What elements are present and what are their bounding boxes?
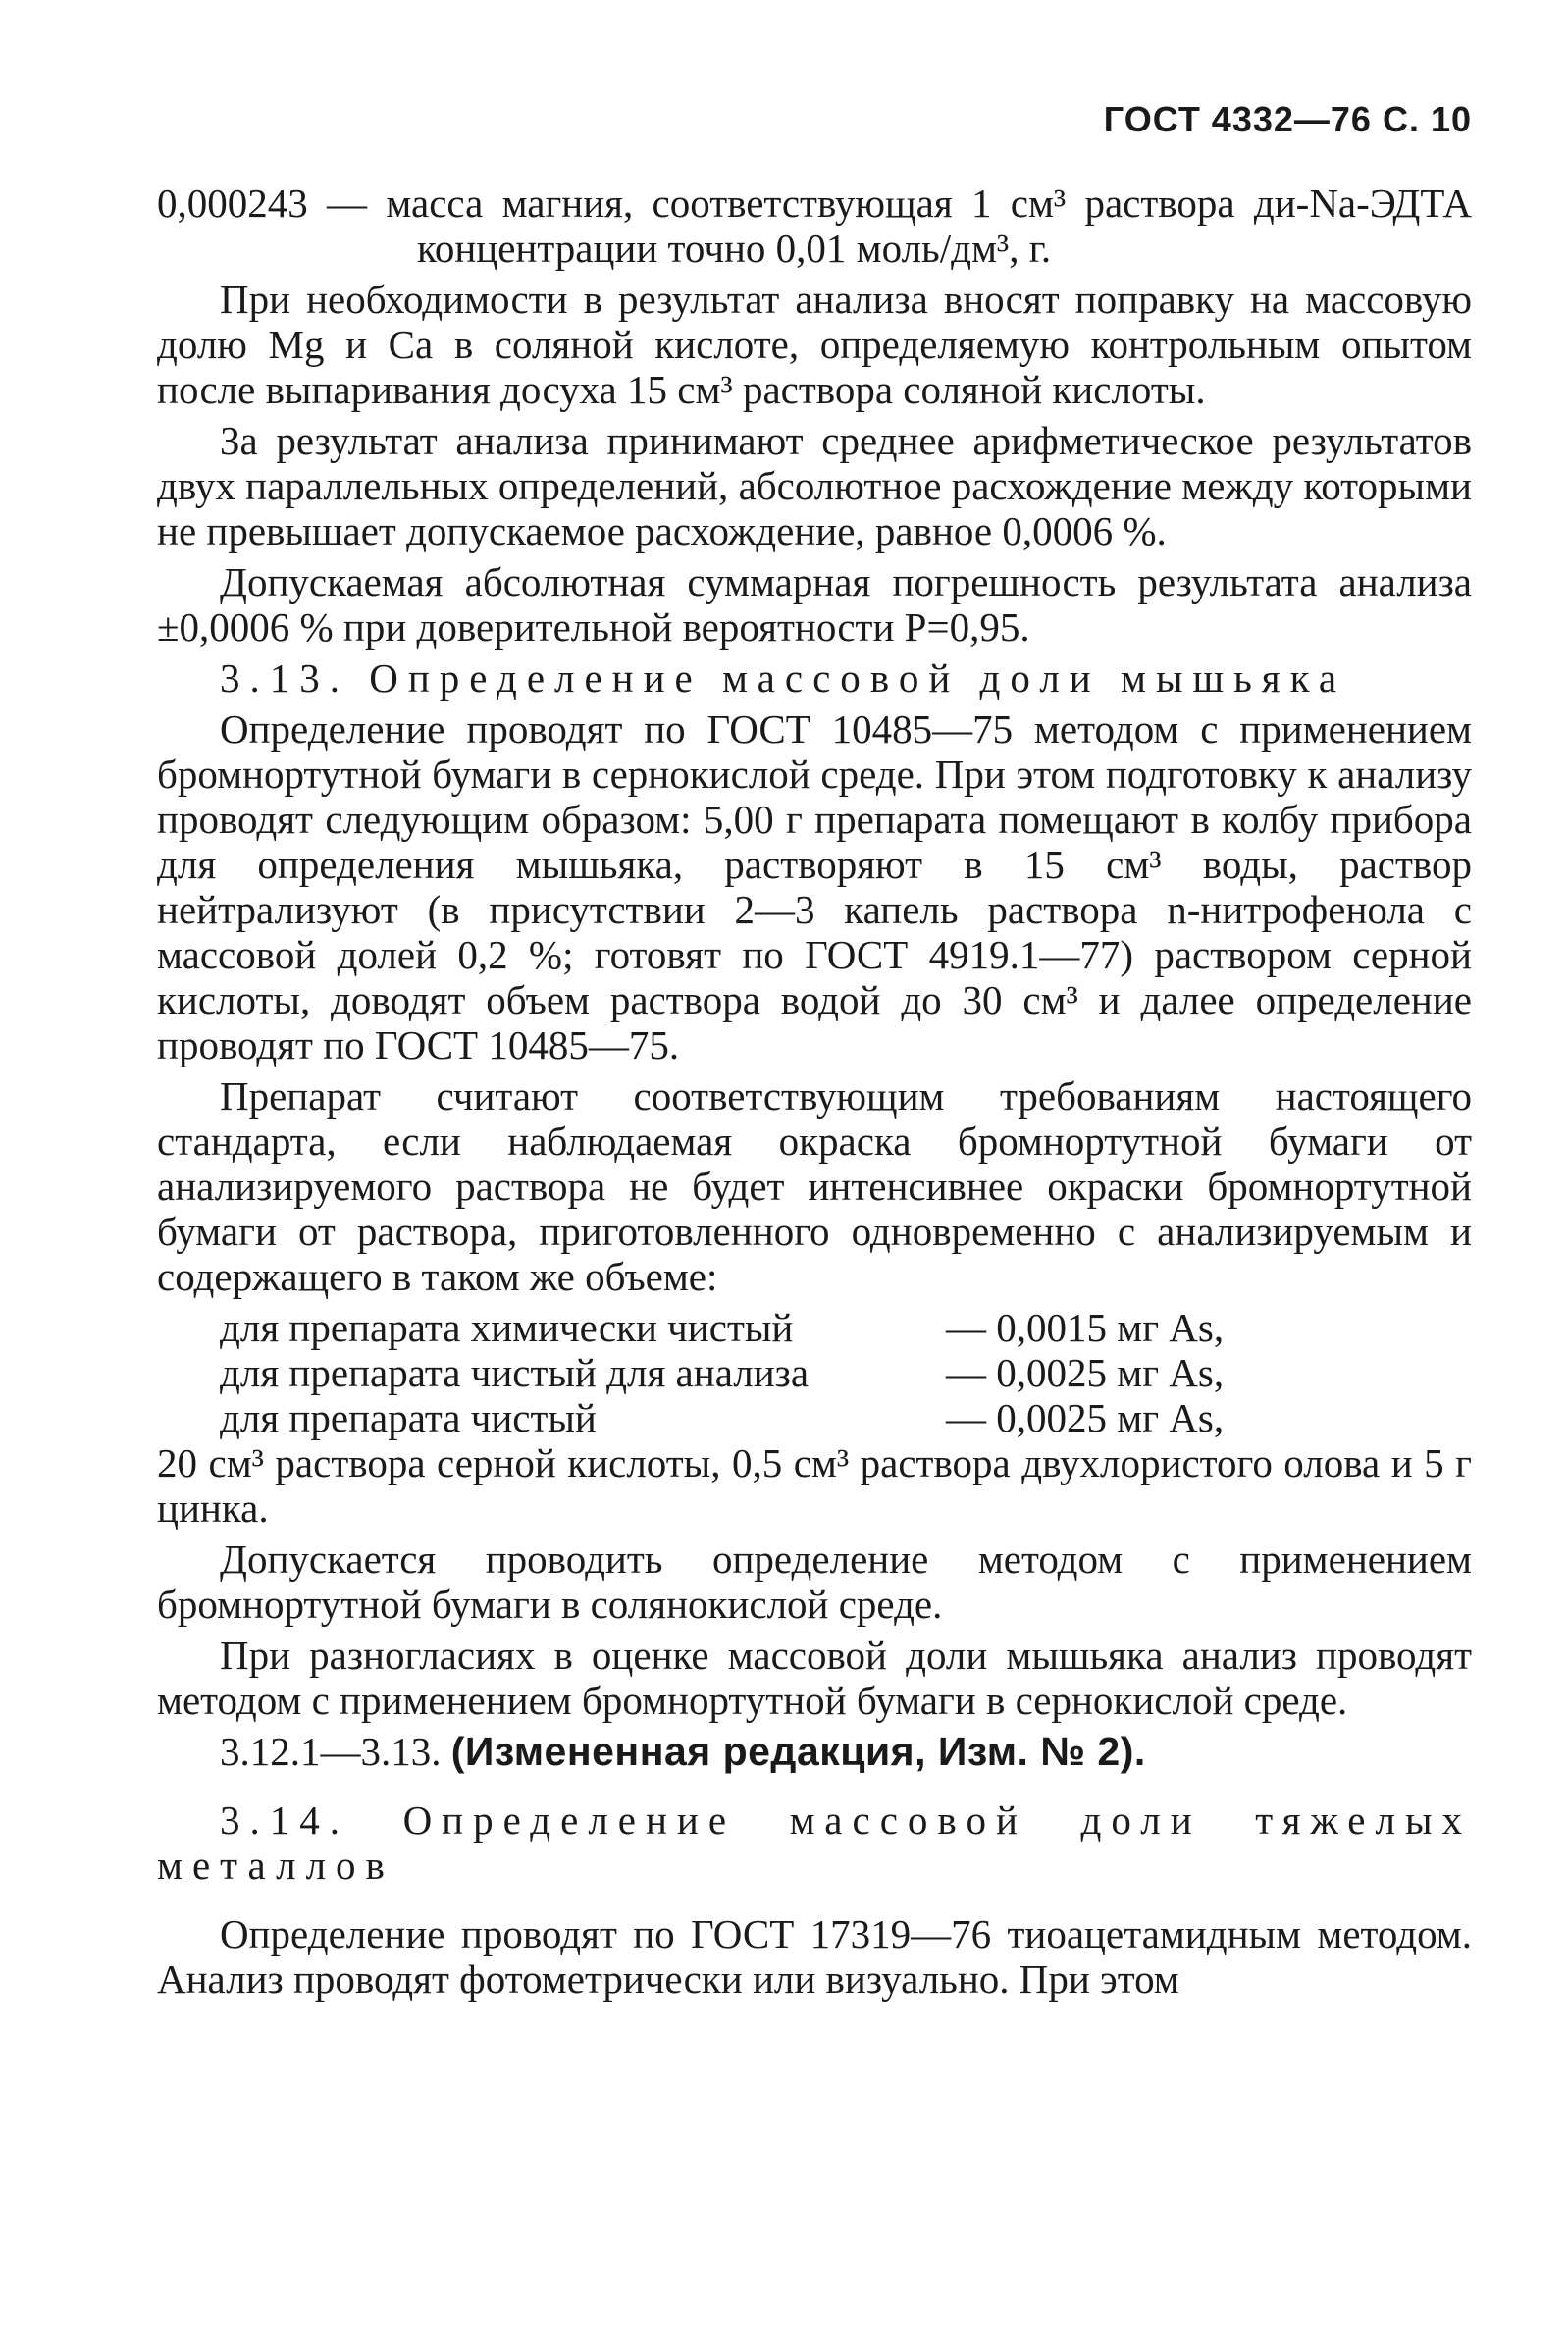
amendment-label: (Измененная редакция, Изм. № 2). <box>450 1729 1146 1774</box>
amendment-note <box>157 1729 1472 1774</box>
list-item-label: для препарата чистый <box>220 1395 597 1440</box>
paragraph-heavy-metals: Определение проводят по ГОСТ 17319—76 тиоацетамидным методом. Анализ проводят фотометрически или визуально. При этом <box>157 1911 1472 2002</box>
arsenic-limits-list <box>157 1305 1472 1440</box>
paragraph-reagents: 20 см³ раствора серной кислоты, 0,5 см³ раствора двухлористого олова и 5 г цинка. <box>157 1440 1472 1531</box>
list-item-value: — 0,0025 мг As, <box>946 1395 1225 1440</box>
paragraph-requirements: Препарат считают соответствующим требованиям настоящего стандарта, если наблюдаемая окраска бромнортутной бумаги от анализируемого раствора не будет интенсивнее окраски бромнортутной бумаги от раствора, приготовленного одновременно с анализируемым и содержащего в таком же объеме: <box>157 1073 1472 1299</box>
paragraph-correction: При необходимости в результат анализа вносят поправку на массовую долю Mg и Ca в соляной кислоте, определяемую контрольным опытом после выпаривания досуха 15 см³ раствора соляной кислоты. <box>157 277 1472 412</box>
paragraph-error: Допускаемая абсолютная суммарная погрешность результата анализа ±0,0006 % при доверительной вероятности P=0,95. <box>157 559 1472 650</box>
list-item <box>157 1395 1472 1440</box>
list-item-value: — 0,0025 мг As, <box>946 1350 1225 1395</box>
paragraph-arsenic-method: Определение проводят по ГОСТ 10485—75 методом с применением бромнортутной бумаги в сернокислой среде. При этом подготовку к анализу проводят следующим образом: 5,00 г препарата помещают в колбу прибора для определения мышьяка, растворяют в 15 см³ воды, раствор нейтрализуют (в присутствии 2—3 капель раствора n-нитрофенола с массовой долей 0,2 %; готовят по ГОСТ 4919.1—77) раствором серной кислоты, доводят объем раствора водой до 30 см³ и далее определение проводят по ГОСТ 10485—75. <box>157 706 1472 1067</box>
list-item-label: для препарата химически чистый <box>220 1305 794 1350</box>
paragraph-disputes: При разногласиях в оценке массовой доли мышьяка анализ проводят методом с применением бромнортутной бумаги в сернокислой среде. <box>157 1633 1472 1723</box>
list-item <box>157 1350 1472 1395</box>
section-heading-3-13: 3.13. Определение массовой доли мышьяка <box>220 655 1347 701</box>
paragraph-magnesium-mass: 0,000243 — масса магния, соответствующая 1 см³ раствора ди-Na-ЭДТА концентрации точно 0,01 моль/дм³, г. <box>157 181 1472 271</box>
list-item-label: для препарата чистый для анализа <box>220 1350 810 1395</box>
list-item-value: — 0,0015 мг As, <box>946 1305 1225 1350</box>
paragraph-allowed-method: Допускается проводить определение методом с применением бромнортутной бумаги в солянокислой среде. <box>157 1536 1472 1627</box>
paragraph-result: За результат анализа принимают среднее арифметическое результатов двух параллельных определений, абсолютное расхождение между которыми не превышает допускаемое расхождение, равное 0,0006 %. <box>157 418 1472 553</box>
list-item <box>157 1305 1472 1350</box>
section-heading-3-14: 3.14. Определение массовой доли тяжелых металлов <box>157 1797 1472 1888</box>
amendment-range: 3.12.1—3.13. <box>220 1729 451 1774</box>
page-header: ГОСТ 4332—76 С. 10 <box>1103 99 1472 139</box>
document-page <box>157 98 1472 2007</box>
